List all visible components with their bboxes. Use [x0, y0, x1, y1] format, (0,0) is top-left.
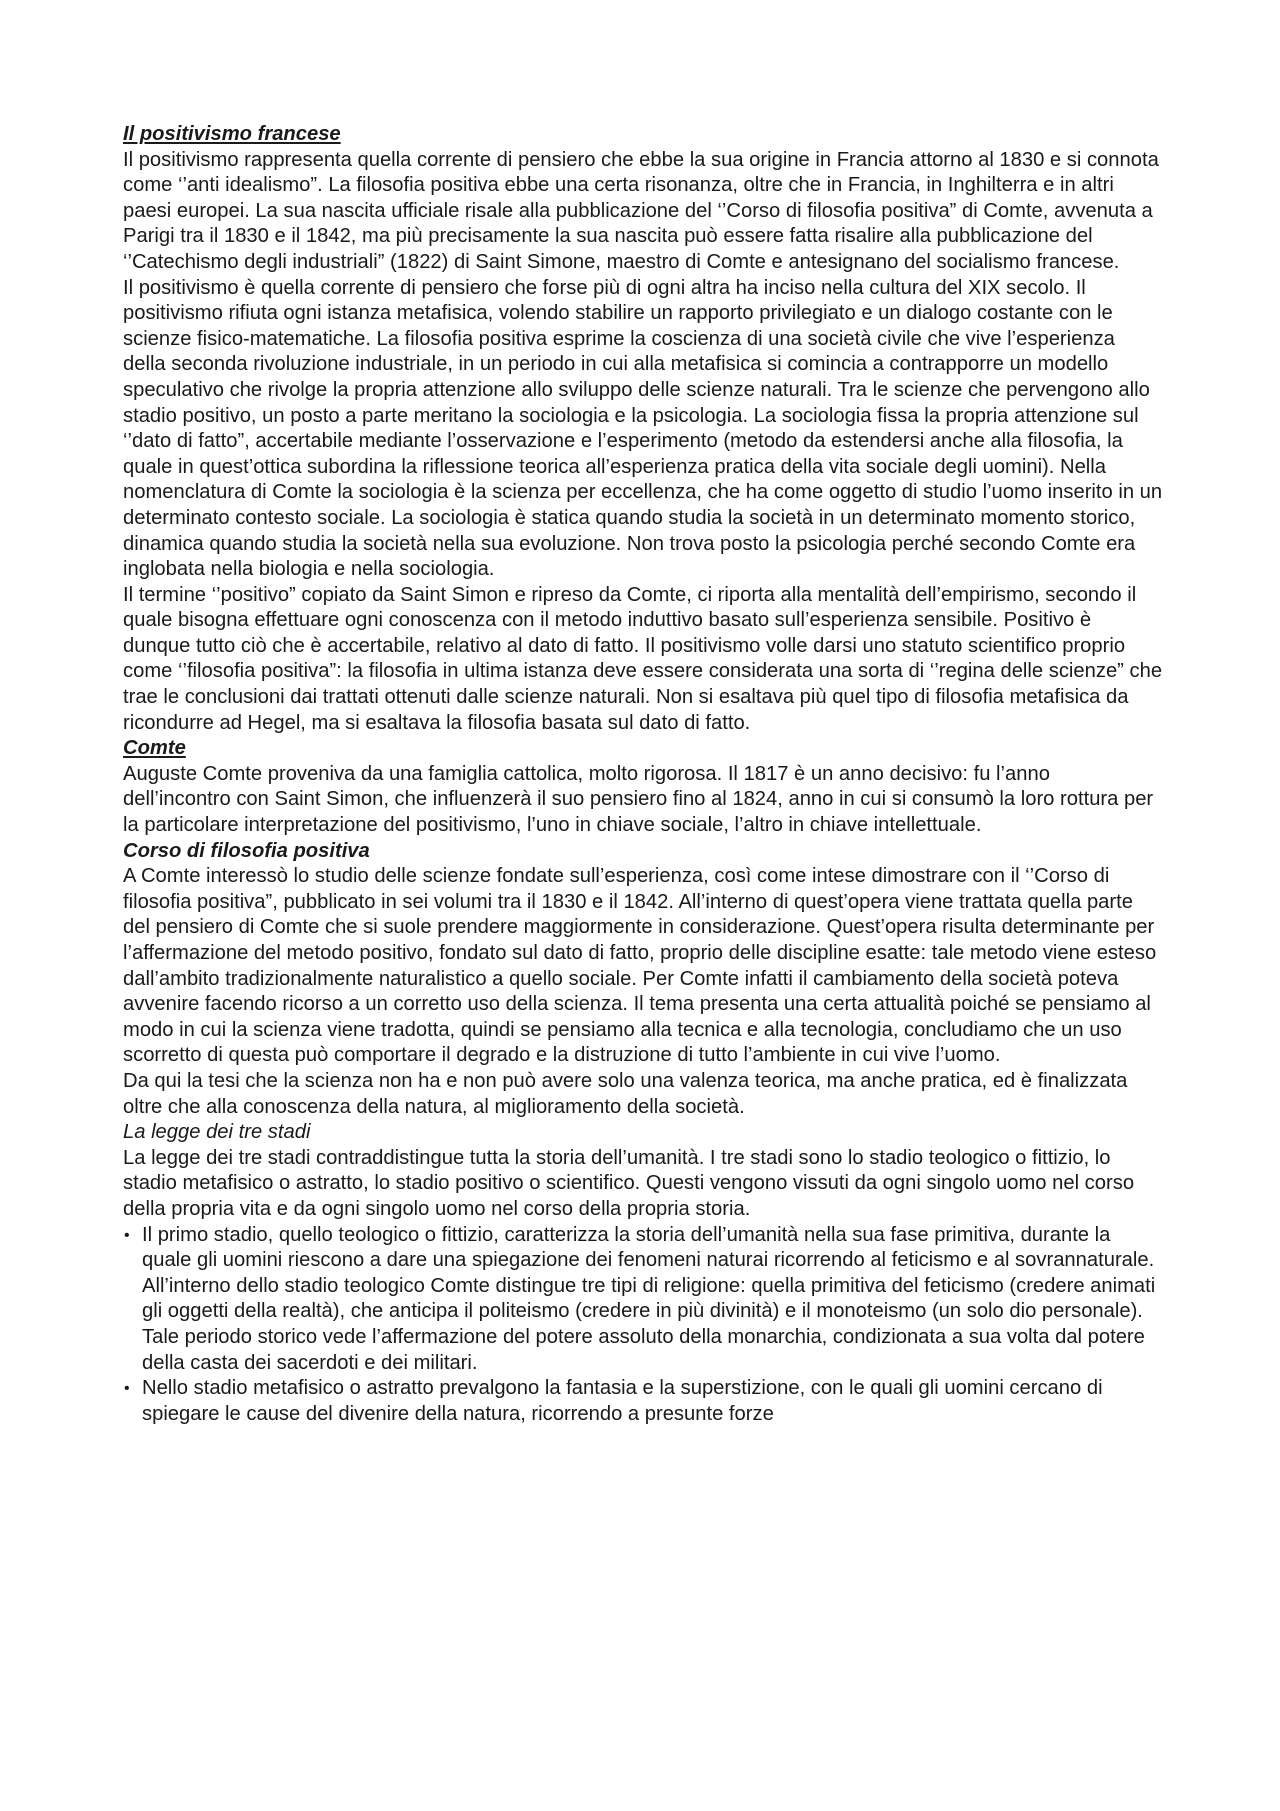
section-title-tre-stadi: La legge dei tre stadi [123, 1121, 311, 1144]
paragraph: Il positivismo è quella corrente di pensiero che forse più di ogni altra ha inciso nella cultura del XIX secolo. Il positivismo rifiuta ogni istanza metafisica, volendo stabilire un rapporto privilegiato e un dialogo costante con le scienze fisico-matematiche. La filosofia positiva esprime la coscienza di una società civile che vive l’esperienza della seconda rivoluzione industriale, in un periodo in cui alla metafisica si comincia a contrapporre un modello speculativo che rivolge la propria attenzione allo sviluppo delle scienze naturali. Tra le scienze che pervengono allo stadio positivo, un posto a parte meritano la sociologia e la psicologia. La sociologia fissa la propria attenzione sul ‘’dato di fatto”, accertabile mediante l’osservazione e l’esperimento (metodo da estendersi anche alla filosofia, la quale in quest’ottica subordina la riflessione teorica all’esperienza pratica della vita sociale degli uomini). Nella nomenclatura di Comte la sociologia è la scienza per eccellenza, che ha come oggetto di studio l’uomo inserito in un determinato contesto sociale. La sociologia è statica quando studia la società in un determinato momento storico, dinamica quando studia la società nella sua evoluzione. Non trova posto la psicologia perché secondo Comte era inglobata nella biologia e nella sociologia. [123, 276, 1163, 581]
section-title-comte: Comte [123, 737, 186, 760]
paragraph: A Comte interessò lo studio delle scienze fondate sull’esperienza, così come intese dimostrare con il ‘’Corso di filosofia positiva”, pubblicato in sei volumi tra il 1830 e il 1842. All’interno di quest’opera viene trattata quella parte del pensiero di Comte che si suole prendere maggiormente in considerazione. Quest’opera risulta determinante per l’affermazione del metodo positivo, fondato sul dato di fatto, proprio delle discipline esatte: tale metodo viene esteso dall’ambito tradizionalmente naturalistico a quello sociale. Per Comte infatti il cambiamento della società poteva avvenire facendo ricorso a un corretto uso della scienza. Il tema presenta una certa attualità poiché se pensiamo al modo in cui la scienza viene tradotta, quindi se pensiamo alla tecnica e alla tecnologia, concludiamo che un uso scorretto di questa può comportare il degrado e la distruzione di tutto l’ambiente in cui vive l’uomo. [123, 865, 1157, 1067]
paragraph: Auguste Comte proveniva da una famiglia cattolica, molto rigorosa. Il 1817 è un anno decisivo: fu l’anno dell’incontro con Saint Simon, che influenzerà il suo pensiero fino al 1824, anno in cui si consumò la loro rottura per la particolare interpretazione del positivismo, l’uno in chiave sociale, l’altro in chiave intellettuale. [123, 762, 1154, 837]
paragraph: Il positivismo rappresenta quella corrente di pensiero che ebbe la sua origine in Francia attorno al 1830 e si connota come ‘’anti idealismo”. La filosofia positiva ebbe una certa risonanza, oltre che in Francia, in Inghilterra e in altri paesi europei. La sua nascita ufficiale risale alla pubblicazione del ‘’Corso di filosofia positiva” di Comte, avvenuta a Parigi tra il 1830 e il 1842, ma più precisamente la sua nascita può essere fatta risalire alla pubblicazione del ‘’Catechismo degli industriali” (1822) di Saint Simone, maestro di Comte e antesignano del socialismo francese. [123, 148, 1159, 273]
paragraph: Il termine ‘’positivo” copiato da Saint Simon e ripreso da Comte, ci riporta alla mentalità dell’empirismo, secondo il quale bisogna effettuare ogni conoscenza con il metodo induttivo basato sull’esperienza sensibile. Positivo è dunque tutto ciò che è accertabile, relativo al dato di fatto. Il positivismo volle darsi uno statuto scientifico proprio come ‘’filosofia positiva”: la filosofia in ultima istanza deve essere considerata una sorta di ‘’regina delle scienze” che trae le conclusioni dai trattati ottenuti dalle scienze naturali. Non si esaltava più quel tipo di filosofia metafisica da ricondurre ad Hegel, ma si esaltava la filosofia basata sul dato di fatto. [123, 583, 1163, 734]
list-item: • Nello stadio metafisico o astratto prevalgono la fantasia e la superstizione, con le quali gli uomini cercano di spiegare le cause del divenire della natura, ricorrendo a presunte forze [123, 1376, 1163, 1427]
paragraph: Da qui la tesi che la scienza non ha e non può avere solo una valenza teorica, ma anche pratica, ed è finalizzata oltre che alla conoscenza della natura, al miglioramento della società. [123, 1069, 1128, 1118]
section-title-positivismo: Il positivismo francese [123, 123, 341, 145]
bullet-list [123, 1223, 1163, 1428]
list-item: • Il primo stadio, quello teologico o fittizio, caratterizza la storia dell’umanità nella sua fase primitiva, durante la quale gli uomini riescono a dare una spiegazione dei fenomeni naturai ricorrendo al feticismo e al sovrannaturale. All’interno dello stadio teologico Comte distingue tre tipi di religione: quella primitiva del feticismo (credere animati gli oggetti della realtà), che anticipa il politeismo (credere in più divinità) e il monoteismo (un solo dio personale). Tale periodo storico vede l’affermazione del potere assoluto della monarchia, condizionata a sua volta dal potere della casta dei sacerdoti e dei militari. [123, 1223, 1163, 1377]
document-page [123, 122, 1163, 1427]
paragraph: La legge dei tre stadi contraddistingue tutta la storia dell’umanità. I tre stadi sono lo stadio teologico o fittizio, lo stadio metafisico o astratto, lo stadio positivo o scientifico. Questi vengono vissuti da ogni singolo uomo nel corso della propria vita e da ogni singolo uomo nel corso della propria storia. [123, 1146, 1135, 1220]
section-title-corso: Corso di filosofia positiva [123, 839, 370, 862]
